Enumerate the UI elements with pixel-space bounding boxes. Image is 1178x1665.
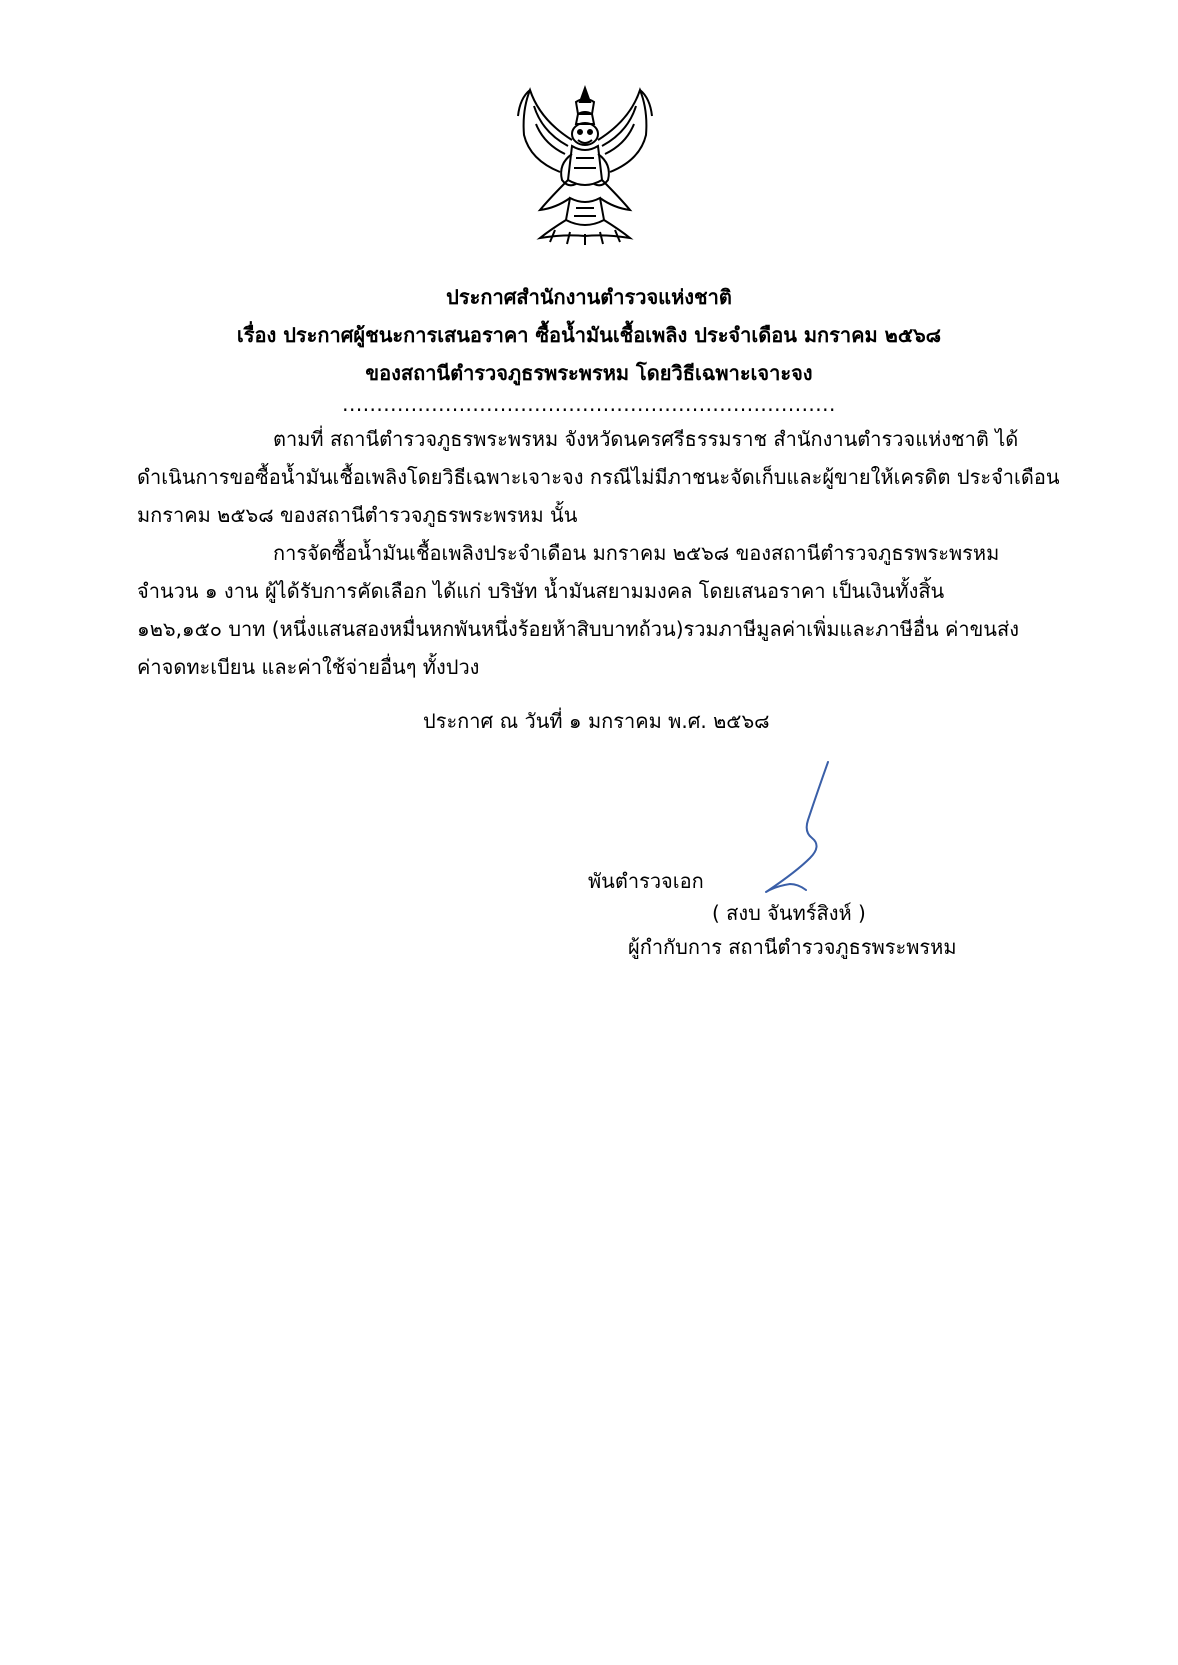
title-line-3: ของสถานีตำรวจภูธรพระพรหม โดยวิธีเฉพาะเจาะจง	[365, 361, 813, 385]
title-line-2: เรื่อง ประกาศผู้ชนะการเสนอราคา ซื้อน้ำมันเชื้อเพลิง ประจำเดือน มกราคม ๒๕๖๘	[236, 323, 942, 347]
signatory-position: ผู้กำกับการ สถานีตำรวจภูธรพระพรหม	[628, 935, 957, 959]
garuda-emblem-icon	[510, 80, 660, 245]
para1-line-3: มกราคม ๒๕๖๘ ของสถานีตำรวจภูธรพระพรหม นั้น	[137, 503, 578, 527]
signature-icon	[752, 760, 847, 900]
para1-line-1: ตามที่ สถานีตำรวจภูธรพระพรหม จังหวัดนครศรีธรรมราช สำนักงานตำรวจแห่งชาติ ได้	[273, 427, 1019, 451]
para1-line-2: ดำเนินการขอซื้อน้ำมันเชื้อเพลิงโดยวิธีเฉพาะเจาะจง กรณีไม่มีภาชนะจัดเก็บและผู้ขายให้เครดิต ประจำเดือน	[137, 465, 1060, 489]
para2-line-1: การจัดซื้อน้ำมันเชื้อเพลิงประจำเดือน มกราคม ๒๕๖๘ ของสถานีตำรวจภูธรพระพรหม	[273, 541, 1000, 565]
para2-line-4: ค่าจดทะเบียน และค่าใช้จ่ายอื่นๆ ทั้งปวง	[137, 655, 480, 679]
para2-line-3: ๑๒๖,๑๕๐ บาท (หนึ่งแสนสองหมื่นหกพันหนึ่งร้อยห้าสิบบาทถ้วน)รวมภาษีมูลค่าเพิ่มและภาษีอื่น ค่าขนส่ง	[137, 617, 1019, 641]
title-separator: ........................................................................	[342, 392, 836, 416]
announce-date: ประกาศ ณ วันที่ ๑ มกราคม พ.ศ. ๒๕๖๘	[423, 709, 770, 733]
signatory-name: ( สงบ จันทร์สิงห์ )	[712, 901, 866, 925]
para2-line-2: จำนวน ๑ งาน ผู้ได้รับการคัดเลือก ได้แก่ บริษัท น้ำมันสยามมงคล โดยเสนอราคา เป็นเงินทั้งสิ้น	[137, 579, 945, 603]
title-line-1: ประกาศสำนักงานตำรวจแห่งชาติ	[446, 285, 732, 309]
signatory-rank: พันตำรวจเอก	[588, 869, 704, 893]
